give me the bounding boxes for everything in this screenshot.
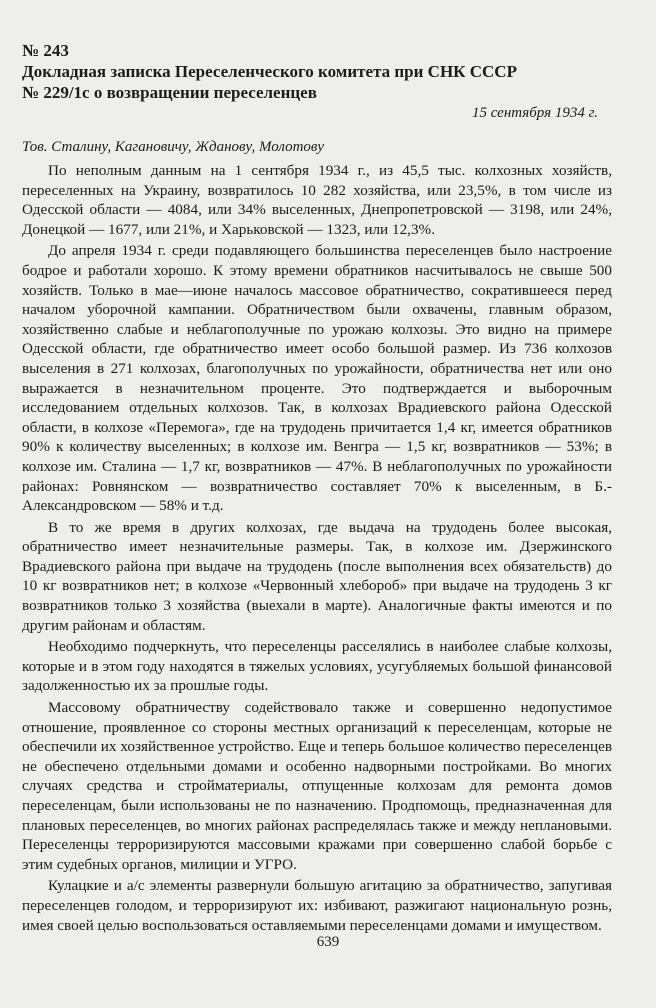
paragraph: В то же время в других колхозах, где выдача на трудодень более высокая, обратничество имеет незначительные размеры. Так, в колхозе им. Дзержинского Врадиевского района при выдаче на трудодень (после выполнения всех обязательств) до 10 кг возвратников нет; в колхозе «Червонный хлебороб» при выдаче на трудодень 3 кг возвратников только 3 хозяйства (выехали в марте). Аналогичные факты имеются и по другим районам и областям. xyxy=(22,518,612,634)
paragraph: По неполным данным на 1 сентября 1934 г., из 45,5 тыс. колхозных хозяйств, переселенных на Украину, возвратилось 10 282 хозяйства, или 23,5%, в том числе из Одесской области — 4084, или 34% выселенных, Днепропетровской — 3198, или 24%, Донецкой — 1677, или 21%, и Харьковской — 1323, или 12,3%. xyxy=(22,162,612,238)
page-number: 639 xyxy=(316,934,340,950)
document-date: 15 сентября 1934 г. xyxy=(471,105,598,121)
paragraph: Массовому обратничеству содействовало также и совершенно недопустимое отношение, проявленное со стороны местных организаций к переселенцам, которые не обеспечили их хозяйственное устройство. Еще и теперь большое количество переселенцев не обеспечено отдельными домами и особенно надворными постройками. Во многих случаях средства и стройматериалы, отпущенные колхозам для ремонта домов переселенцам, были использованы не по назначению. Продпомощь, предназначенная для плановых переселенцев, во многих районах распределялась также и между неплановыми. Переселенцы терроризируются массовыми кражами при совершенно слабой борьбе с этим судебных органов, милиции и УГРО. xyxy=(22,699,612,873)
paragraph: До апреля 1934 г. среди подавляющего большинства переселенцев было настроение бодрое и работали хорошо. К этому времени обратников насчитывалось не свыше 500 хозяйств. Только в мае—июне началось массовое обратничество, сократившееся перед началом уборочной кампании. Обратничеством были охвачены, главным образом, хозяйственно слабые и неблагополучные по урожаю колхозы. Это видно на примере Одесской области, где обратничество имеет особо большой размер. Из 736 колхозов выселения в 271 колхозах, благополучных по урожайности, обратничества нет или оно выражается в незначительном проценте. Это подтверждается и выборочным исследованием отдельных колхозов. Так, в колхозах Врадиевского района Одесской области, в колхозе «Перемога», где на трудодень причитается 1,4 кг, имеется обратников 90% к количеству выселенных; в колхозе им. Венгра — 1,5 кг, возвратников — 53%; в колхозе им. Сталина — 1,7 кг, возвратников — 47%. В неблагополучных по урожайности районах: Ровнянском — возвратничество составляет 70% к выселенным, в Б.-Александровском — 58% и т.д. xyxy=(22,242,612,515)
document-title-line-1: Докладная записка Переселенческого комитета при СНК СССР xyxy=(22,62,517,81)
addressees: Тов. Сталину, Кагановичу, Жданову, Молотову xyxy=(22,139,325,155)
document-title-line-2: № 229/1с о возвращении переселенцев xyxy=(22,83,317,102)
paragraph: Кулацкие и а/с элементы развернули большую агитацию за обратничество, запугивая переселенцев голодом, и терроризируют их: избивают, разжигают национальную рознь, имея своей целью воспользоваться оставляемыми переселенцами домами и имуществом. xyxy=(22,877,612,934)
document-body xyxy=(22,161,612,935)
document-number: № 243 xyxy=(22,41,69,60)
paragraph: Необходимо подчеркнуть, что переселенцы расселялись в наиболее слабые колхозы, которые и в этом году находятся в тяжелых условиях, усугубляемых большой финансовой задолженностью их за прошлые годы. xyxy=(22,638,612,695)
